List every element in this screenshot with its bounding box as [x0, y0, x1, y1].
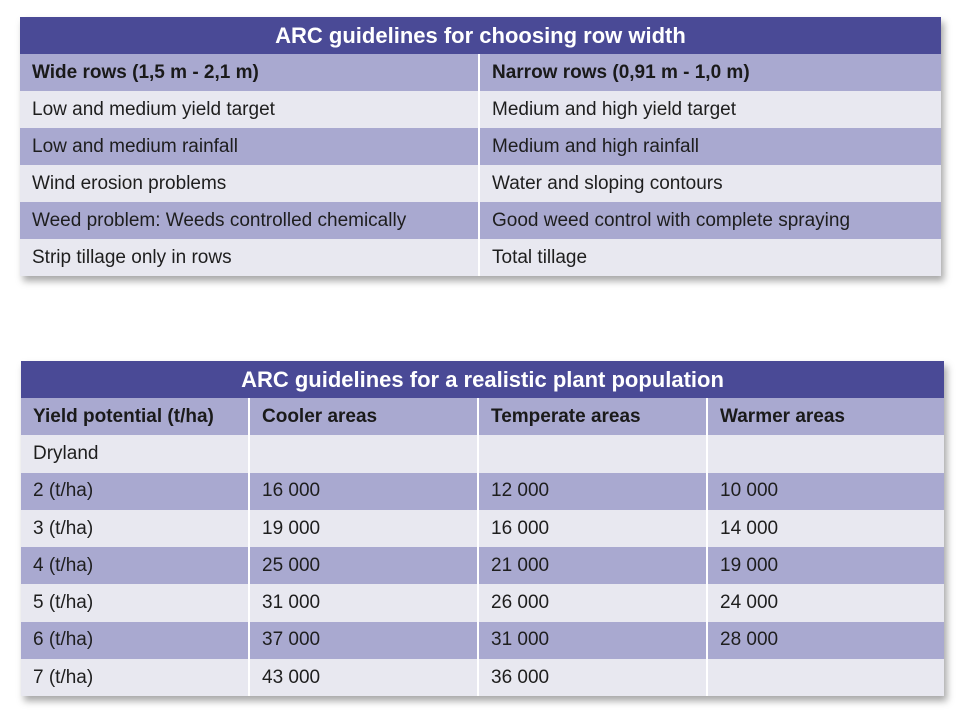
table-cell: 14 000 [708, 510, 944, 547]
table-cell: Low and medium yield target [20, 91, 480, 128]
row-width-table-title: ARC guidelines for choosing row width [20, 17, 941, 54]
table-row [20, 128, 941, 165]
table-cell: 16 000 [479, 510, 708, 547]
table-cell: Medium and high rainfall [480, 128, 941, 165]
table-cell [708, 435, 944, 472]
table-row [20, 202, 941, 239]
table-cell: 3 (t/ha) [21, 510, 250, 547]
header-wide-rows: Wide rows (1,5 m - 2,1 m) [20, 54, 480, 91]
table-cell: Weed problem: Weeds controlled chemically [20, 202, 480, 239]
table-cell: 21 000 [479, 547, 708, 584]
row-width-table [20, 17, 941, 276]
table-cell: 7 (t/ha) [21, 659, 250, 696]
table-cell: 43 000 [250, 659, 479, 696]
table-cell: Medium and high yield target [480, 91, 941, 128]
table-cell [479, 435, 708, 472]
table-row [21, 435, 944, 472]
table-cell: 6 (t/ha) [21, 622, 250, 659]
plant-population-table-title: ARC guidelines for a realistic plant population [21, 361, 944, 398]
table-row [21, 510, 944, 547]
plant-population-header-row [21, 398, 944, 435]
table-row [21, 473, 944, 510]
table-cell: 31 000 [479, 622, 708, 659]
table-cell: 4 (t/ha) [21, 547, 250, 584]
table-cell: 19 000 [250, 510, 479, 547]
table-row [21, 622, 944, 659]
row-width-header-row [20, 54, 941, 91]
table-row [20, 239, 941, 276]
header-yield-potential: Yield potential (t/ha) [21, 398, 250, 435]
table-cell: 12 000 [479, 473, 708, 510]
table-cell: 28 000 [708, 622, 944, 659]
plant-population-table [21, 361, 944, 696]
header-warmer-areas: Warmer areas [708, 398, 944, 435]
table-cell: 36 000 [479, 659, 708, 696]
table-row [21, 584, 944, 621]
table-cell: 10 000 [708, 473, 944, 510]
table-cell: 5 (t/ha) [21, 584, 250, 621]
table-cell: Good weed control with complete spraying [480, 202, 941, 239]
table-row [20, 165, 941, 202]
table-row [20, 91, 941, 128]
header-cooler-areas: Cooler areas [250, 398, 479, 435]
table-cell: Water and sloping contours [480, 165, 941, 202]
table-row [21, 547, 944, 584]
table-cell [708, 659, 944, 696]
table-cell: 24 000 [708, 584, 944, 621]
table-cell: 16 000 [250, 473, 479, 510]
table-cell: 19 000 [708, 547, 944, 584]
table-cell: Wind erosion problems [20, 165, 480, 202]
header-temperate-areas: Temperate areas [479, 398, 708, 435]
table-cell: Low and medium rainfall [20, 128, 480, 165]
table-row [21, 659, 944, 696]
table-cell: Dryland [21, 435, 250, 472]
table-cell: 26 000 [479, 584, 708, 621]
table-cell: 25 000 [250, 547, 479, 584]
table-cell: Strip tillage only in rows [20, 239, 480, 276]
table-cell: 2 (t/ha) [21, 473, 250, 510]
header-narrow-rows: Narrow rows (0,91 m - 1,0 m) [480, 54, 941, 91]
table-cell: 31 000 [250, 584, 479, 621]
table-cell: Total tillage [480, 239, 941, 276]
table-cell [250, 435, 479, 472]
table-cell: 37 000 [250, 622, 479, 659]
